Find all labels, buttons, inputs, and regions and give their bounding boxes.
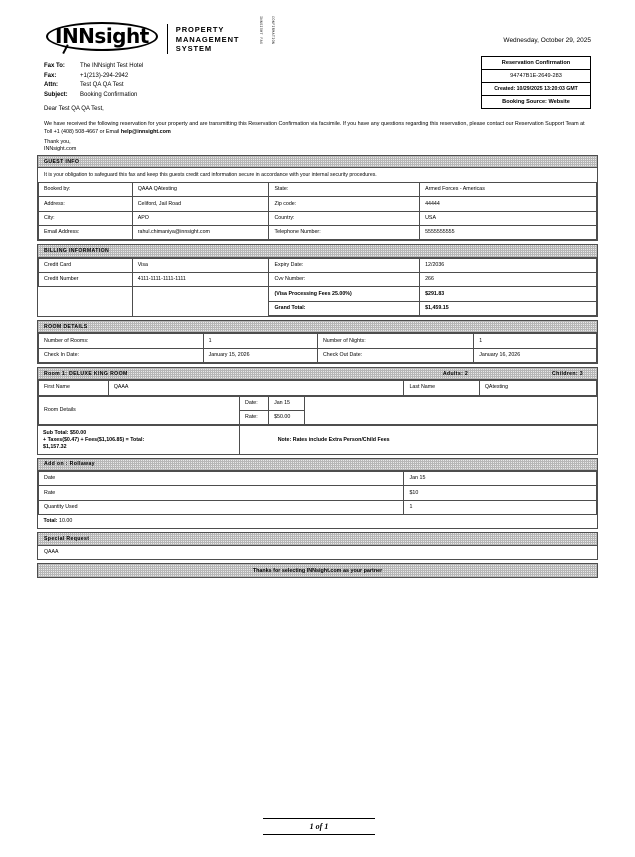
page-indicator: 1 of 1 [263,818,375,835]
cell-label-addon-date: Date [39,471,404,485]
cell-value-processing-fee: $291.83 [420,287,597,301]
meta-value-subject: Booking Confirmation [80,91,138,98]
cell-label-check-in: Check In Date: [39,348,204,362]
meta-label-attn: Attn: [44,82,58,89]
special-request-section [37,532,598,560]
support-email: help@innsight.com [120,129,171,135]
confirmation-created: Created: 10/29/2025 13:20:03 GMT [482,83,590,96]
confirmation-title: Reservation Confirmation [482,57,590,70]
cell-value-cvv: 266 [420,273,597,287]
room-1-adults: Adults: 2 [442,370,469,377]
cell-value-addon-rate: $10 [404,486,597,500]
cell-label-addon-rate: Rate [39,486,404,500]
cell-value-address: Celiford, Jail Road [132,197,269,211]
table-row [39,381,597,395]
room-1-rates-note: Note: Rates include Extra Person/Child Fees [239,426,597,454]
room-1-taxes-fees: + Taxes($0.47) + Fees($1,106.85) = Total: [43,436,145,443]
cell-value-email: rahul.chimaniya@innsight.com [132,226,269,240]
guest-info-title: GUEST INFO [44,158,80,165]
addon-table [38,471,597,529]
table-row [39,486,597,500]
room-1-section [37,367,598,455]
table-row [39,515,597,529]
addon-total-value: 10.00 [59,518,73,525]
vertical-fax-code-2: CONFIRMATION [270,16,274,45]
guest-info-table [38,182,597,241]
addon-total-row [39,515,597,529]
room-1-title: Room 1: DELUXE KING ROOM [44,370,128,377]
table-row [39,258,597,272]
room-details-header [38,321,597,333]
cell-label-grand-total: Grand Total: [269,301,420,315]
cell-label-address: Address: [39,197,133,211]
cell-blank [39,287,133,301]
confirmation-number: 94747B1E-2649-283 [482,70,590,83]
thanks-line-2: INNsight.com [44,146,77,153]
guest-info-section [37,155,598,241]
document-sections [37,155,598,578]
cell-value-check-out: January 16, 2026 [474,348,597,362]
cell-label-rate: Rate: [240,411,269,425]
room-1-children: Children: 3 [552,370,583,377]
table-row [39,334,597,348]
logo-text: INNsight [55,24,149,48]
meta-value-fax: +1(213)-294-2942 [80,72,129,79]
guest-info-disclaimer: It is your obligation to safeguard this fax and keep this guests credit card information secure in accordance with your internal security procedures. [44,171,377,178]
cell-value-number-of-rooms: 1 [203,334,317,348]
innsight-logo [44,22,239,54]
cell-value-first-name: QAAA [108,381,404,395]
intro-paragraph [44,120,592,136]
table-row [39,287,597,301]
cell-value-credit-card: Visa [132,258,269,272]
cell-label-addon-quantity: Quantity Used [39,500,404,514]
cell-label-country: Country: [269,211,420,225]
cell-label-check-out: Check Out Date: [317,348,473,362]
thanks-block [44,139,76,154]
table-row [38,426,597,454]
cell-value-city: APO [132,211,269,225]
cell-label-last-name: Last Name [404,381,479,395]
addon-total-label: Total: [43,518,58,525]
meta-row-attn [44,81,143,91]
meta-label-fax-to: Fax To: [44,63,65,69]
cell-value-telephone: 5555555555 [420,226,597,240]
cell-value-last-name: QAtesting [479,381,596,395]
cell-label-rate-date: Date: [240,396,269,410]
room-details-section [37,320,598,364]
salutation: Dear Test QA QA Test, [44,106,104,112]
meta-label-fax: Fax: [44,72,57,79]
cell-blank [132,301,269,315]
cell-value-booked-by: QAAA QAtesting [132,182,269,196]
meta-row-fax-to [44,62,143,72]
table-row [39,197,597,211]
cell-value-number-of-nights: 1 [474,334,597,348]
logo-tagline [176,22,240,54]
cell-blank [305,396,597,425]
cell-label-number-of-rooms: Number of Rooms: [39,334,204,348]
table-row [39,182,597,196]
vertical-fax-code-1: INNSIGHT FAX [258,16,262,45]
meta-row-fax [44,72,143,82]
document-date: Wednesday, October 29, 2025 [503,37,591,44]
cell-label-zip: Zip code: [269,197,420,211]
room-1-subtotal-block [38,426,239,454]
table-row [39,301,597,315]
addon-title: Add on : Rollaway [44,461,95,468]
table-row [39,500,597,514]
tagline-line-1: PROPERTY [175,25,225,34]
cell-label-expiry: Expiry Date: [269,258,420,272]
addon-header [38,459,597,471]
special-request-header [38,533,597,545]
logo-divider [167,24,168,54]
special-request-value: QAAA [44,549,59,556]
thanks-line-1: Thank you, [44,139,71,145]
cell-value-state: Armed Forces - Americas [420,182,597,196]
cell-label-state: State: [269,182,420,196]
room-1-header [38,368,597,380]
cell-label-number-of-nights: Number of Nights: [317,334,473,348]
room-details-table [38,333,597,363]
cell-label-credit-card: Credit Card [39,258,133,272]
room-1-total: $1,157.32 [43,443,67,450]
billing-information-header [38,245,597,257]
tagline-line-2: MANAGEMENT [175,34,240,44]
meta-value-fax-to: The INNsight Test Hotel [80,63,144,69]
table-row [39,348,597,362]
logo-oval-icon [46,22,158,51]
special-request-title: Special Request [44,536,90,543]
guest-info-header [38,156,597,168]
cell-value-addon-quantity: 1 [404,500,597,514]
cell-label-telephone: Telephone Number: [269,226,420,240]
room-1-rates-table [38,396,597,426]
intro-paragraph-text: We have received the following reservation for your property and are transmitting this Reservation Confirmation via facsimile. If you have any questions regarding this reservation, please contact our Reservation Support Team at Toll +1 (408) 508-4667 or Email [44,121,585,135]
confirmation-booking-source: Booking Source: Website [502,98,570,105]
cell-value-zip: 44444 [420,197,597,211]
cell-value-addon-date: Jan 15 [404,471,597,485]
cell-value-country: USA [420,211,597,225]
cell-blank [132,287,269,301]
room-1-totals-table [38,425,597,453]
table-row [39,226,597,240]
cell-value-check-in: January 15, 2026 [203,348,317,362]
cell-label-credit-number: Credit Number [39,273,133,287]
billing-information-title: BILLING INFORMATION [44,248,110,255]
cell-value-expiry: 12/2036 [420,258,597,272]
cell-value-grand-total: $1,459.15 [420,301,597,315]
cell-label-processing-fee: (Visa Processing Fees 25.00%) [269,287,420,301]
table-row [39,396,598,410]
reservation-confirmation-box [481,56,591,109]
room-1-sub-total: Sub Total: $50.00 [43,429,87,436]
table-row [39,471,597,485]
table-row [39,211,597,225]
cell-label-room-details: Room Details [39,396,240,425]
document-header [0,0,635,153]
billing-information-table [38,258,597,317]
cell-value-credit-number: 4111-1111-1111-1111 [132,273,269,287]
room-details-title: ROOM DETAILS [44,323,88,330]
cell-label-cvv: Cvv Number: [269,273,420,287]
addon-section [37,458,598,530]
meta-value-attn: Test QA QA Test [80,82,124,89]
cell-value-rate-date: Jan 15 [269,396,305,410]
fax-meta-fields [44,62,143,100]
cell-label-first-name: First Name [39,381,109,395]
cell-label-email: Email Address: [39,226,133,240]
tagline-line-3: SYSTEM [175,44,213,53]
billing-information-section [37,244,598,317]
logo-wordmark [44,22,158,51]
room-1-guest-table [38,380,597,395]
meta-label-subject: Subject: [44,91,68,98]
table-row [39,273,597,287]
cell-label-booked-by: Booked by: [39,182,133,196]
meta-row-subject [44,91,143,101]
cell-blank [39,301,133,315]
partner-footer-message: Thanks for selecting INNsight.com as your partner [37,563,598,578]
cell-label-city: City: [39,211,133,225]
cell-value-rate: $50.00 [269,411,305,425]
